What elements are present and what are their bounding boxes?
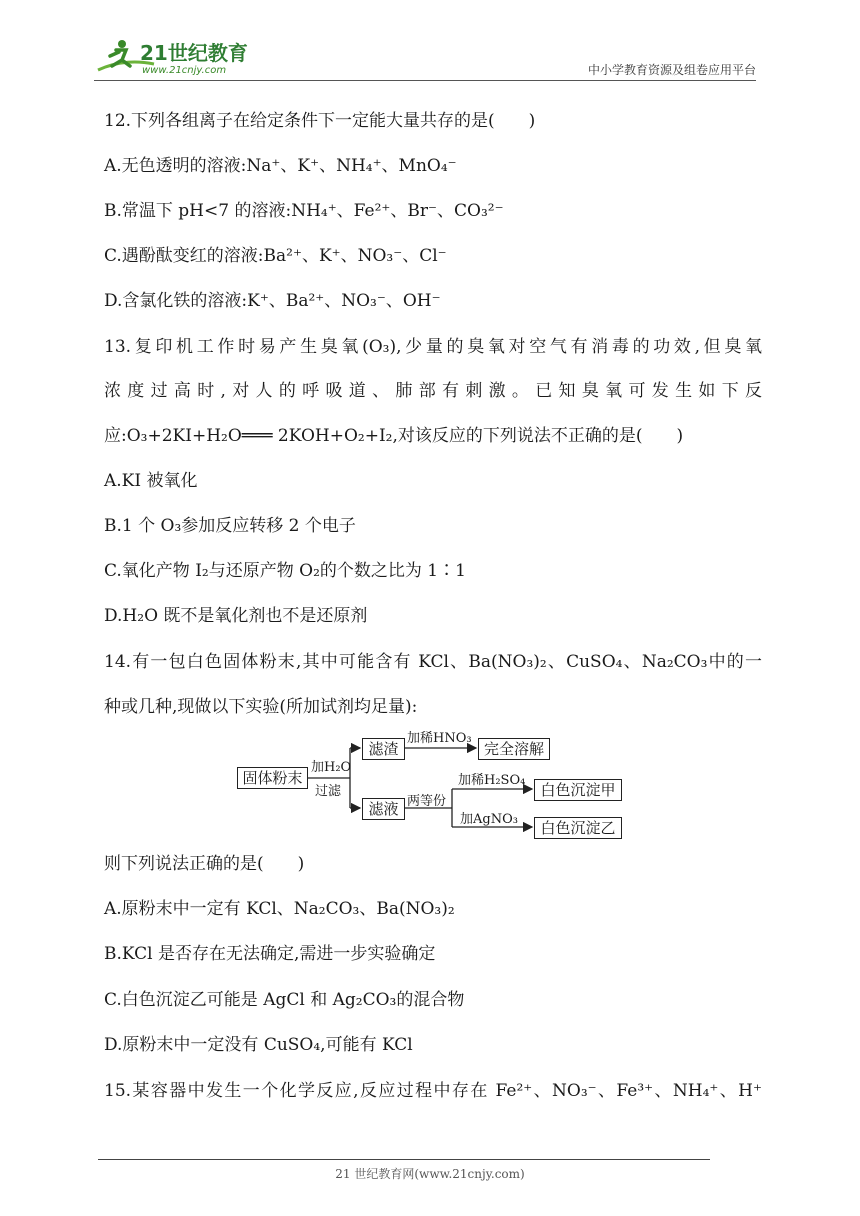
label-add-water: 加H₂O bbox=[311, 760, 352, 775]
label-add-hno3: 加稀HNO₃ bbox=[407, 731, 472, 746]
label-filter: 过滤 bbox=[315, 784, 342, 799]
box-solid-powder: 固体粉末 bbox=[237, 767, 308, 789]
footer-divider bbox=[98, 1159, 710, 1160]
footer-text: 21 世纪教育网(www.21cnjy.com) bbox=[335, 1167, 525, 1181]
label-add-h2so4: 加稀H₂SO₄ bbox=[458, 773, 526, 788]
q12-stem: 12.下列各组离子在给定条件下一定能大量共存的是( ) bbox=[104, 111, 536, 131]
q12-option-c: C.遇酚酞变红的溶液:Ba²⁺、K⁺、NO₃⁻、Cl⁻ bbox=[104, 246, 447, 266]
logo-text: 21世纪教育 bbox=[140, 41, 248, 65]
platform-name: 中小学教育资源及组卷应用平台 bbox=[587, 63, 756, 77]
box-dissolved: 完全溶解 bbox=[478, 738, 550, 760]
label-two-parts: 两等份 bbox=[407, 794, 447, 809]
q13-option-b: B.1 个 O₃参加反应转移 2 个电子 bbox=[104, 516, 356, 536]
box-precipitate-b: 白色沉淀乙 bbox=[534, 817, 622, 839]
q14-stem: 则下列说法正确的是( ) bbox=[104, 854, 305, 874]
q13-option-a: A.KI 被氧化 bbox=[104, 471, 198, 491]
q12-option-a: A.无色透明的溶液:Na⁺、K⁺、NH₄⁺、MnO₄⁻ bbox=[104, 156, 457, 176]
box-filtrate: 滤液 bbox=[362, 798, 405, 820]
box-precipitate-a: 白色沉淀甲 bbox=[534, 779, 622, 801]
q14-line-1: 14.有一包白色固体粉末,其中可能含有 KCl、Ba(NO₃)₂、CuSO₄、Na₂CO₃中的一 bbox=[104, 652, 762, 672]
q13-option-d: D.H₂O 既不是氧化剂也不是还原剂 bbox=[104, 606, 368, 626]
q13-line-1: 13.复印机工作时易产生臭氧(O₃),少量的臭氧对空气有消毒的功效,但臭氧 bbox=[104, 337, 762, 357]
q13-line-2: 浓度过高时,对人的呼吸道、肺部有刺激。已知臭氧可发生如下反 bbox=[104, 381, 762, 401]
q15-line-1: 15.某容器中发生一个化学反应,反应过程中存在 Fe²⁺、NO₃⁻、Fe³⁺、NH₄⁺、H⁺ bbox=[104, 1081, 762, 1101]
q14-option-c: C.白色沉淀乙可能是 AgCl 和 Ag₂CO₃的混合物 bbox=[104, 990, 465, 1010]
q14-option-a: A.原粉末中一定有 KCl、Na₂CO₃、Ba(NO₃)₂ bbox=[104, 899, 455, 919]
logo-url: www.21cnjy.com bbox=[142, 65, 227, 76]
q14-option-d: D.原粉末中一定没有 CuSO₄,可能有 KCl bbox=[104, 1035, 413, 1055]
q14-option-b: B.KCl 是否存在无法确定,需进一步实验确定 bbox=[104, 944, 436, 964]
label-add-agno3: 加AgNO₃ bbox=[460, 812, 518, 827]
box-residue: 滤渣 bbox=[362, 738, 405, 760]
q13-line-3: 应:O₃+2KI+H₂O═══ 2KOH+O₂+I₂,对该反应的下列说法不正确的是( ) bbox=[104, 426, 684, 446]
q13-option-c: C.氧化产物 I₂与还原产物 O₂的个数之比为 1∶1 bbox=[104, 561, 466, 581]
q12-option-d: D.含氯化铁的溶液:K⁺、Ba²⁺、NO₃⁻、OH⁻ bbox=[104, 291, 441, 311]
q12-option-b: B.常温下 pH<7 的溶液:NH₄⁺、Fe²⁺、Br⁻、CO₃²⁻ bbox=[104, 201, 504, 221]
q14-line-2: 种或几种,现做以下实验(所加试剂均足量): bbox=[104, 697, 418, 717]
